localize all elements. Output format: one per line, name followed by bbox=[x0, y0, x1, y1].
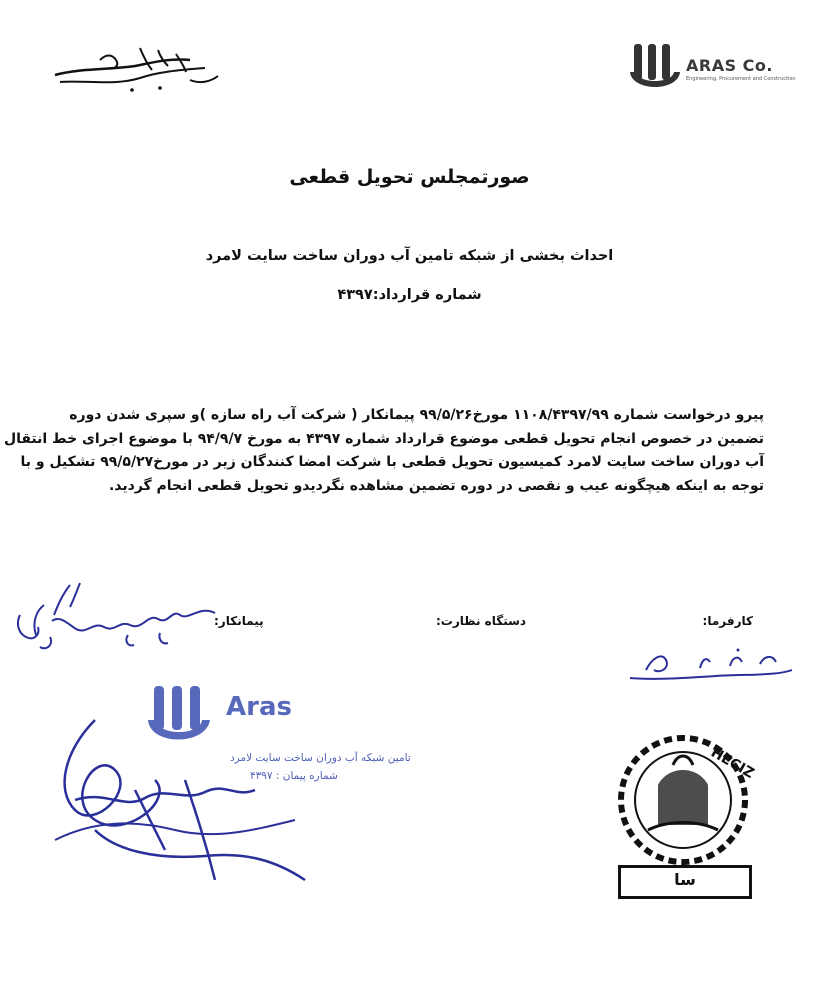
aras-company-logo bbox=[628, 42, 796, 102]
signature-icon bbox=[626, 640, 796, 685]
aras-stamp-emblem-icon bbox=[144, 682, 224, 752]
aras-stamp-project: تامین شبکه آب دوران ساخت سایت لامرد bbox=[230, 752, 411, 764]
body-line: تضمین در خصوص انجام تحویل قطعی موضوع قرارداد شماره ۴۳۹۷ به مورخ ۹۴/۹/۷ با موضوع اجرای خط انتقال bbox=[3, 430, 764, 447]
aras-stamp-contract: شماره پیمان : ۴۳۹۷ bbox=[250, 770, 338, 782]
heciz-seal-icon bbox=[598, 725, 768, 865]
handwriting-icon bbox=[10, 575, 225, 660]
heciz-stamp bbox=[598, 725, 768, 910]
body-line: توجه به اینکه هیچگونه عیب و نقصی در دوره تضمین مشاهده نگردیدو تحویل قطعی انجام گردید. bbox=[108, 477, 764, 494]
contractor-handwritten-note bbox=[10, 575, 225, 660]
document-title: صورتمجلس تحویل قطعی bbox=[289, 166, 530, 188]
aras-stamp-name: Aras bbox=[226, 692, 292, 722]
heciz-box-text: سا bbox=[674, 870, 696, 889]
contractor-label: پیمانکار: bbox=[214, 614, 264, 628]
aras-emblem-icon bbox=[628, 42, 684, 98]
body-paragraph bbox=[3, 404, 764, 498]
aras-logo-subtext: Engineering, Procurement and Construction bbox=[686, 76, 796, 82]
supervisor-label: دستگاه نظارت: bbox=[436, 614, 527, 628]
employer-label: کارفرما: bbox=[702, 614, 753, 628]
employer-signature bbox=[626, 640, 796, 685]
heciz-stamp-box bbox=[618, 865, 752, 899]
document-subtitle: احداث بخشی از شبکه تامین آب دوران ساخت سایت لامرد bbox=[205, 248, 614, 264]
aras-logo-text: ARAS Co. bbox=[686, 56, 773, 75]
contract-number: شماره قرارداد:۴۳۹۷ bbox=[337, 287, 482, 303]
consultant-logo bbox=[40, 40, 230, 110]
body-line: آب دوران ساخت سایت لامرد کمیسیون تحویل قطعی با شرکت امضا کنندگان زیر در مورخ۹۹/۵/۲۷ تشکیل و با bbox=[20, 454, 764, 470]
body-line: پیرو درخواست شماره ۱۱۰۸/۴۳۹۷/۹۹ مورخ۹۹/۵/۲۶ پیمانکار ( شرکت آب راه سازه )و سپری شدن دوره bbox=[69, 407, 764, 423]
svg-text:HECIZ: HECIZ bbox=[708, 744, 757, 782]
aras-stamp bbox=[140, 682, 411, 802]
calligraphy-logo-icon bbox=[40, 40, 230, 110]
